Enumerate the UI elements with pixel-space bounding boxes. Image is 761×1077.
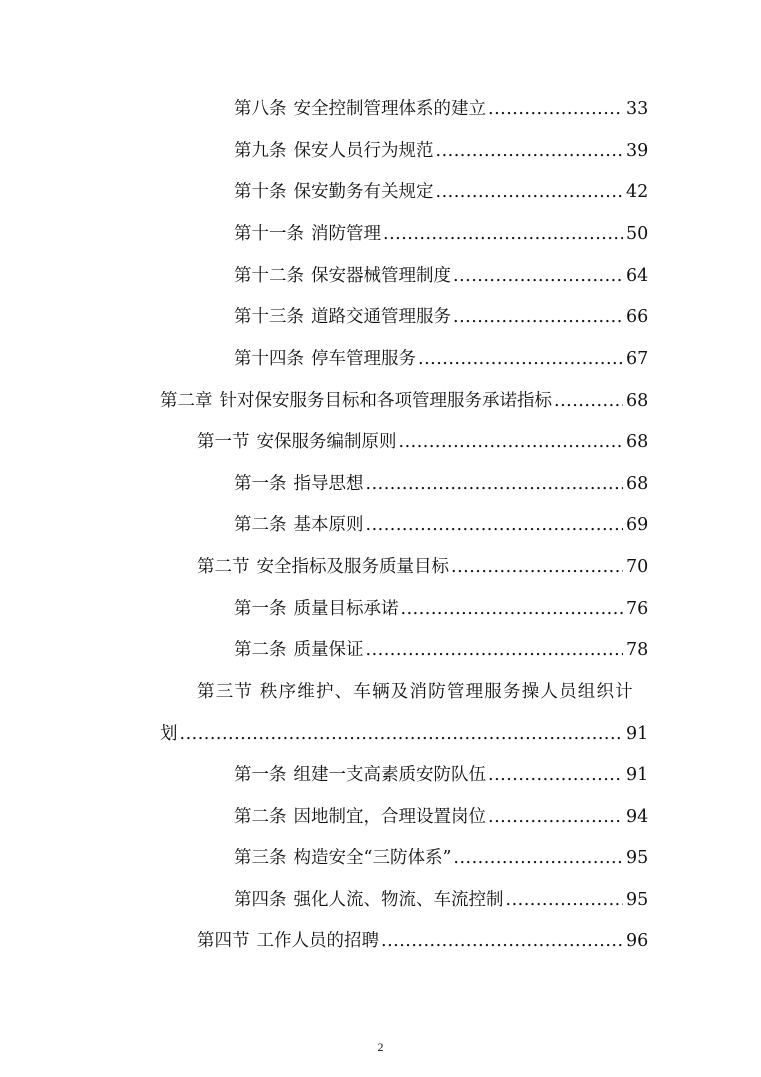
toc-entry-number: 第二条 (234, 515, 287, 535)
toc-entry-title: 道路交通管理服务 (311, 307, 451, 327)
dot-leader (451, 555, 623, 579)
toc-entry-title: 保安器械管理制度 (311, 266, 451, 286)
toc-entry-title: 秩序维护、车辆及消防管理服务操人员组织计 (259, 682, 634, 702)
toc-entry-page: 69 (626, 515, 649, 535)
toc-entry-page: 68 (626, 391, 649, 411)
toc-entry[interactable] (234, 846, 649, 870)
toc-section-entry[interactable] (197, 929, 649, 953)
toc-entry-page: 96 (626, 931, 649, 951)
dot-leader (418, 347, 623, 371)
toc-entry-page: 78 (626, 640, 649, 660)
toc-entry[interactable] (234, 97, 649, 121)
toc-entry-page: 42 (626, 182, 649, 202)
toc-entry-title: 停车管理服务 (311, 349, 416, 369)
dot-leader (399, 430, 624, 454)
toc-entry[interactable] (234, 597, 649, 621)
toc-entry-number: 第三条 (234, 848, 287, 868)
dot-leader (506, 888, 624, 912)
toc-entry-number: 第一条 (234, 765, 287, 785)
dot-leader (436, 139, 624, 163)
dot-leader (453, 846, 623, 870)
toc-entry-page: 91 (626, 765, 649, 785)
toc-entry-page: 66 (626, 307, 649, 327)
toc-entry-title: 安全控制管理体系的建立 (293, 99, 486, 119)
toc-entry-title: 因地制宜，合理设置岗位 (293, 807, 486, 827)
toc-entry-title: 保安勤务有关规定 (293, 182, 434, 202)
toc-entry-page: 95 (626, 890, 649, 910)
page-number: 2 (377, 1040, 384, 1054)
toc-entry-number: 第二节 (197, 557, 250, 577)
toc-entry[interactable] (234, 513, 649, 537)
toc-entry-title: 基本原则 (293, 515, 364, 535)
toc-entry-number: 第十三条 (234, 307, 304, 327)
toc-entry[interactable] (234, 805, 649, 829)
toc-entry-page: 68 (626, 474, 649, 494)
dot-leader (453, 305, 623, 329)
dot-leader (366, 638, 624, 662)
dot-leader (180, 722, 624, 746)
dot-leader (488, 97, 623, 121)
toc-entry-number: 第二条 (234, 640, 287, 660)
toc-section-entry[interactable] (197, 430, 649, 454)
toc-entry-title: 工作人员的招聘 (256, 931, 379, 951)
toc-entry-title: 组建一支高素质安防队伍 (293, 765, 486, 785)
toc-entry-number: 第十四条 (234, 349, 304, 369)
toc-entry-number: 第四节 (197, 931, 250, 951)
toc-entry-number: 第一条 (234, 474, 287, 494)
toc-chapter-entry[interactable] (160, 389, 649, 413)
toc-entry-page: 95 (626, 848, 649, 868)
toc-section-entry[interactable] (197, 555, 649, 579)
dot-leader (453, 264, 623, 288)
toc-entry[interactable] (234, 888, 649, 912)
toc-entry[interactable] (234, 347, 649, 371)
toc-entry-page: 68 (626, 432, 649, 452)
toc-entry-title: 针对保安服务目标和各项管理服务承诺指标 (219, 391, 552, 411)
toc-entry-number: 第八条 (234, 99, 287, 119)
toc-entry-page: 39 (626, 141, 649, 161)
toc-entry-title: 强化人流、物流、车流控制 (293, 890, 504, 910)
toc-entry-title-continued: 划 (160, 724, 178, 744)
dot-leader (383, 222, 623, 246)
dot-leader (381, 929, 623, 953)
toc-entry-number: 第十一条 (234, 224, 304, 244)
toc-entry-title: 安保服务编制原则 (256, 432, 397, 452)
toc-entry-number: 第二条 (234, 807, 287, 827)
toc-entry-number: 第十二条 (234, 266, 304, 286)
dot-leader (366, 513, 624, 537)
toc-entry[interactable] (234, 180, 649, 204)
toc-entry-number: 第二章 (160, 391, 213, 411)
toc-entry-title: 安全指标及服务质量目标 (256, 557, 449, 577)
toc-entry-page: 70 (626, 557, 649, 577)
toc-entry-title: 指导思想 (293, 474, 364, 494)
toc-entry-page: 64 (626, 266, 649, 286)
toc-entry-title: 质量目标承诺 (293, 599, 399, 619)
dot-leader (488, 763, 623, 787)
toc-entry-page: 76 (626, 599, 649, 619)
dot-leader (488, 805, 623, 829)
toc-entry-page: 94 (626, 807, 649, 827)
toc-entry-number: 第九条 (234, 141, 287, 161)
toc-entry[interactable] (234, 222, 649, 246)
toc-section-entry-continuation[interactable] (160, 722, 649, 746)
toc-entry-title: 构造安全“三防体系” (293, 848, 452, 868)
dot-leader (436, 180, 624, 204)
toc-entry-page: 33 (626, 99, 649, 119)
toc-section-entry-first-line[interactable] (197, 680, 642, 704)
toc-entry-page: 50 (626, 224, 649, 244)
toc-entry[interactable] (234, 472, 649, 496)
dot-leader (366, 472, 624, 496)
toc-entry[interactable] (234, 763, 649, 787)
toc-entry-number: 第十条 (234, 182, 287, 202)
dot-leader (401, 597, 624, 621)
toc-entry-title: 消防管理 (311, 224, 381, 244)
toc-entry[interactable] (234, 305, 649, 329)
toc-entry[interactable] (234, 139, 649, 163)
toc-entry-title: 保安人员行为规范 (293, 141, 434, 161)
toc-entry-number: 第一节 (197, 432, 250, 452)
toc-entry[interactable] (234, 638, 649, 662)
toc-entry-title: 质量保证 (293, 640, 364, 660)
toc-entry[interactable] (234, 264, 649, 288)
toc-entry-number: 第四条 (234, 890, 287, 910)
toc-entry-page: 91 (626, 724, 649, 744)
toc-entry-number: 第三节 (197, 682, 254, 702)
toc-entry-page: 67 (626, 349, 649, 369)
toc-entry-number: 第一条 (234, 599, 287, 619)
dot-leader (554, 389, 623, 413)
